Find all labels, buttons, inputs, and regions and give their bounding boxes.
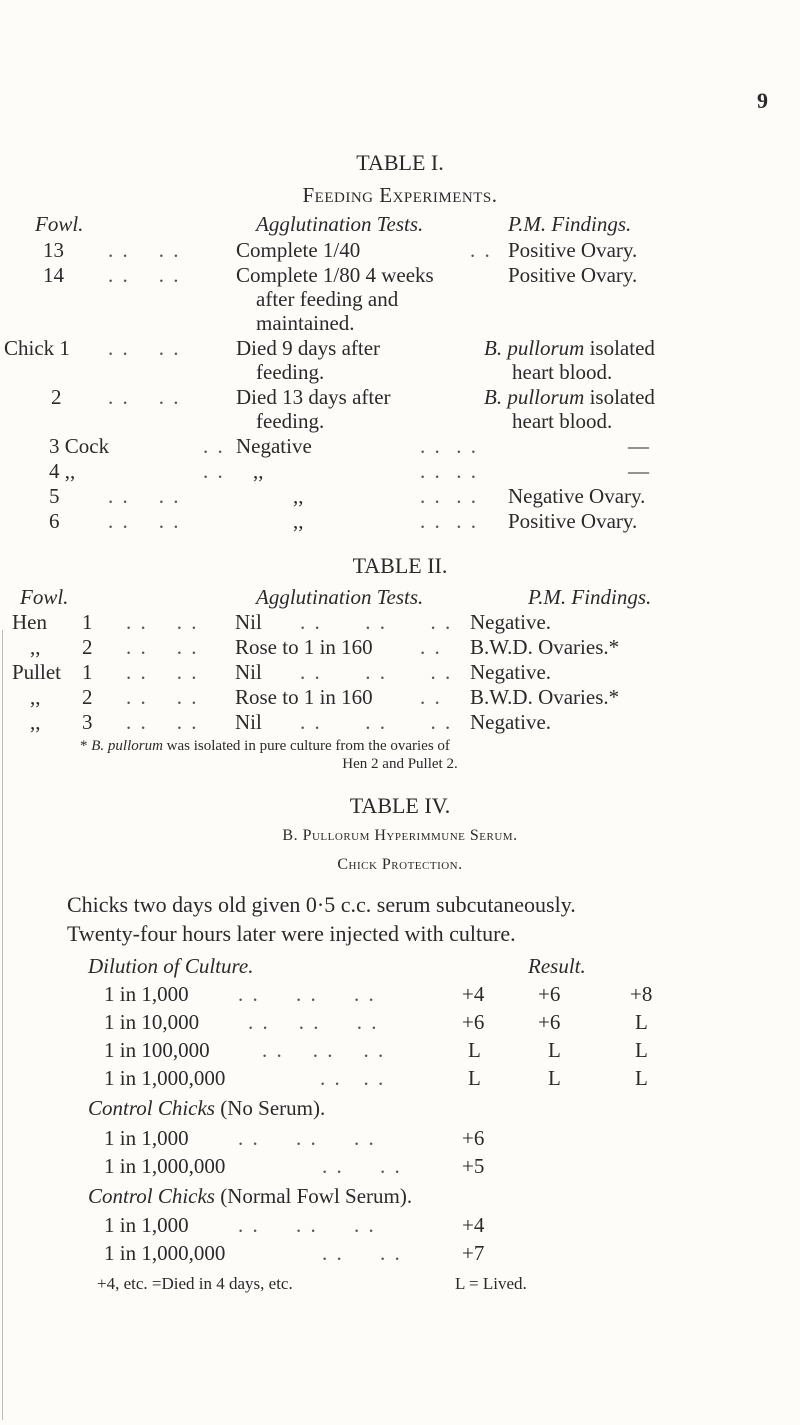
- table2-row2-fowl-num: 2: [82, 635, 93, 659]
- table1-row8-agg: ,,: [293, 509, 304, 533]
- dot-leader: . . . .: [420, 509, 478, 533]
- table1-row7-agg: ,,: [293, 484, 304, 508]
- table4-subtitle1: B. Pullorum Hyperimmune Serum.: [282, 827, 518, 844]
- dot-leader: . . . .: [420, 459, 478, 483]
- dot-leader: . . . . . .: [238, 982, 376, 1006]
- table4-title: TABLE IV.: [349, 793, 451, 818]
- table4-row2-dilution: 1 in 10,000: [104, 1010, 200, 1034]
- table2-row1-fowl-type: Hen: [12, 610, 47, 634]
- table2-row4-agg: Rose to 1 in 160: [235, 685, 373, 709]
- table4-row4-r1: L: [468, 1066, 481, 1090]
- table1-row4-agg-line1: Died 13 days after: [236, 385, 391, 409]
- table2-row5-fowl-num: 3: [82, 710, 93, 734]
- table2-row2-agg: Rose to 1 in 160: [235, 635, 373, 659]
- table4-row3-r1: L: [468, 1038, 481, 1062]
- dot-leader: . . . . . .: [262, 1038, 386, 1062]
- table2-header-agglutination: Agglutination Tests.: [256, 585, 424, 609]
- table1-row6-pm: —: [628, 459, 649, 483]
- table1-row1-pm: Positive Ovary.: [508, 238, 638, 262]
- table1-row3-fowl: Chick 1: [4, 336, 70, 360]
- table1-row3-agg-line2: feeding.: [256, 360, 325, 384]
- table1-row2-agg-line2: after feeding and: [256, 287, 399, 311]
- table2-row5-agg: Nil: [235, 710, 262, 734]
- table1-row5-pm: —: [628, 434, 649, 458]
- table2-row2-fowl-type: ,,: [30, 635, 41, 659]
- table4-row1-r3: +8: [630, 982, 653, 1006]
- table4-row4-r2: L: [548, 1066, 561, 1090]
- table4-row3-dilution: 1 in 100,000: [104, 1038, 210, 1062]
- table4-row3-r3: L: [635, 1038, 648, 1062]
- table1-row2-pm: Positive Ovary.: [508, 263, 638, 287]
- table1-header-pm: P.M. Findings.: [508, 212, 632, 236]
- table2-row4-pm: B.W.D. Ovaries.*: [470, 685, 620, 709]
- table2-row1-fowl-num: 1: [82, 610, 93, 634]
- table1-row4-fowl: 2: [51, 385, 62, 409]
- dot-leader: . . . . . .: [300, 710, 453, 734]
- dot-leader: . .: [420, 635, 442, 659]
- table2-row3-fowl-type: Pullet: [12, 660, 62, 684]
- table1-row2-agg-line3: maintained.: [256, 311, 355, 335]
- table4-row1-r1: +4: [462, 982, 485, 1006]
- table1-row1-fowl: 13: [43, 238, 64, 262]
- table4-control1-row2-dilution: 1 in 1,000,000: [104, 1154, 226, 1178]
- table1-row6-agg: ,,: [253, 459, 264, 483]
- table1-row3-pm-line2: heart blood.: [512, 360, 613, 384]
- table4-control1-row2-r1: +5: [462, 1154, 485, 1178]
- table4-subtitle2: Chick Protection.: [337, 856, 463, 873]
- table4-header-dilution: Dilution of Culture.: [88, 954, 254, 978]
- table4-row2-r2: +6: [538, 1010, 561, 1034]
- page-edge-line: [2, 630, 3, 1420]
- table2-title: TABLE II.: [352, 553, 448, 578]
- table1-row3-pm-line1: B. pullorum isolated: [484, 336, 655, 360]
- table1-header-agglutination: Agglutination Tests.: [256, 212, 424, 236]
- table1-row1-agg: Complete 1/40: [236, 238, 361, 262]
- table4-control2-heading: Control Chicks (Normal Fowl Serum).: [88, 1184, 413, 1208]
- table4-intro-line2: Twenty-four hours later were injected with culture.: [67, 921, 516, 946]
- table4-control2-row1-r1: +4: [462, 1213, 485, 1237]
- table2-header-pm: P.M. Findings.: [528, 585, 652, 609]
- table1-title: TABLE I.: [356, 150, 444, 175]
- table1-header-fowl: Fowl.: [35, 212, 84, 236]
- table1-row8-pm: Positive Ovary.: [508, 509, 638, 533]
- table2-row3-pm: Negative.: [470, 660, 552, 684]
- table4-row4-dilution: 1 in 1,000,000: [104, 1066, 226, 1090]
- table4-control2-row1-dilution: 1 in 1,000: [104, 1213, 189, 1237]
- table4-intro-line1: Chicks two days old given 0·5 c.c. serum subcutaneously.: [67, 892, 576, 917]
- dot-leader: . . . .: [126, 610, 199, 634]
- dot-leader: . . . . . .: [238, 1213, 376, 1237]
- table1-row4-pm-line1: B. pullorum isolated: [484, 385, 655, 409]
- dot-leader: . . . .: [420, 434, 478, 458]
- dot-leader: . . . .: [322, 1241, 402, 1265]
- table2-header-fowl: Fowl.: [20, 585, 69, 609]
- table4-row2-r1: +6: [462, 1010, 485, 1034]
- dot-leader: . . . .: [420, 484, 478, 508]
- dot-leader: . . . .: [126, 685, 199, 709]
- dot-leader: . . . .: [108, 509, 181, 533]
- table4-control1-heading: Control Chicks (No Serum).: [88, 1096, 326, 1120]
- table2-row4-fowl-num: 2: [82, 685, 93, 709]
- table2-footnote-line2: Hen 2 and Pullet 2.: [342, 756, 458, 772]
- table1-row4-agg-line2: feeding.: [256, 409, 325, 433]
- table4-header-result: Result.: [528, 954, 586, 978]
- table4-control2-row2-dilution: 1 in 1,000,000: [104, 1241, 226, 1265]
- table2-row5-pm: Negative.: [470, 710, 552, 734]
- dot-leader: . . . .: [108, 484, 181, 508]
- table1-subtitle: Feeding Experiments.: [302, 183, 498, 207]
- dot-leader: . .: [420, 685, 442, 709]
- dot-leader: . . . . . .: [300, 660, 453, 684]
- table2-row1-pm: Negative.: [470, 610, 552, 634]
- dot-leader: . . . .: [108, 238, 181, 262]
- dot-leader: . . . .: [320, 1066, 386, 1090]
- dot-leader: . . . .: [108, 336, 181, 360]
- table4-control1-row1-dilution: 1 in 1,000: [104, 1126, 189, 1150]
- dot-leader: . . . .: [108, 385, 181, 409]
- table4-control1-row1-r1: +6: [462, 1126, 485, 1150]
- table1-row2-agg-line1: Complete 1/80 4 weeks: [236, 263, 434, 287]
- table1-row2-fowl: 14: [43, 263, 64, 287]
- table2-row1-agg: Nil: [235, 610, 262, 634]
- dot-leader: . .: [470, 238, 492, 262]
- table1-row5-agg: Negative: [236, 434, 312, 458]
- table4-control2-row2-r1: +7: [462, 1241, 485, 1265]
- table4-row4-r3: L: [635, 1066, 648, 1090]
- table4-row1-r2: +6: [538, 982, 561, 1006]
- table1-row6-fowl: 4 ,,: [49, 459, 76, 483]
- table4-legend-died: +4, etc. =Died in 4 days, etc.: [97, 1274, 293, 1293]
- dot-leader: . .: [203, 459, 225, 483]
- table4-row1-dilution: 1 in 1,000: [104, 982, 189, 1006]
- dot-leader: . . . . . .: [238, 1126, 376, 1150]
- dot-leader: . . . .: [108, 263, 181, 287]
- table1-row7-fowl: 5: [49, 484, 60, 508]
- dot-leader: . .: [203, 434, 225, 458]
- table2-row2-pm: B.W.D. Ovaries.*: [470, 635, 620, 659]
- dot-leader: . . . .: [322, 1154, 402, 1178]
- table4-row3-r2: L: [548, 1038, 561, 1062]
- table2-row4-fowl-type: ,,: [30, 685, 41, 709]
- page-number: 9: [757, 88, 768, 113]
- table2-row3-fowl-num: 1: [82, 660, 93, 684]
- table1-row3-agg-line1: Died 9 days after: [236, 336, 381, 360]
- dot-leader: . . . .: [126, 710, 199, 734]
- table4-row2-r3: L: [635, 1010, 648, 1034]
- table4-legend-lived: L = Lived.: [455, 1274, 527, 1293]
- dot-leader: . . . .: [126, 660, 199, 684]
- table2-footnote-line1: * B. pullorum was isolated in pure culture from the ovaries of: [80, 738, 450, 754]
- table2-row5-fowl-type: ,,: [30, 710, 41, 734]
- table1-row5-fowl: 3 Cock: [49, 434, 110, 458]
- table1-row4-pm-line2: heart blood.: [512, 409, 613, 433]
- table1-row7-pm: Negative Ovary.: [508, 484, 646, 508]
- dot-leader: . . . .: [126, 635, 199, 659]
- dot-leader: . . . . . .: [300, 610, 453, 634]
- table1-row8-fowl: 6: [49, 509, 60, 533]
- table2-row3-agg: Nil: [235, 660, 262, 684]
- dot-leader: . . . . . .: [248, 1010, 379, 1034]
